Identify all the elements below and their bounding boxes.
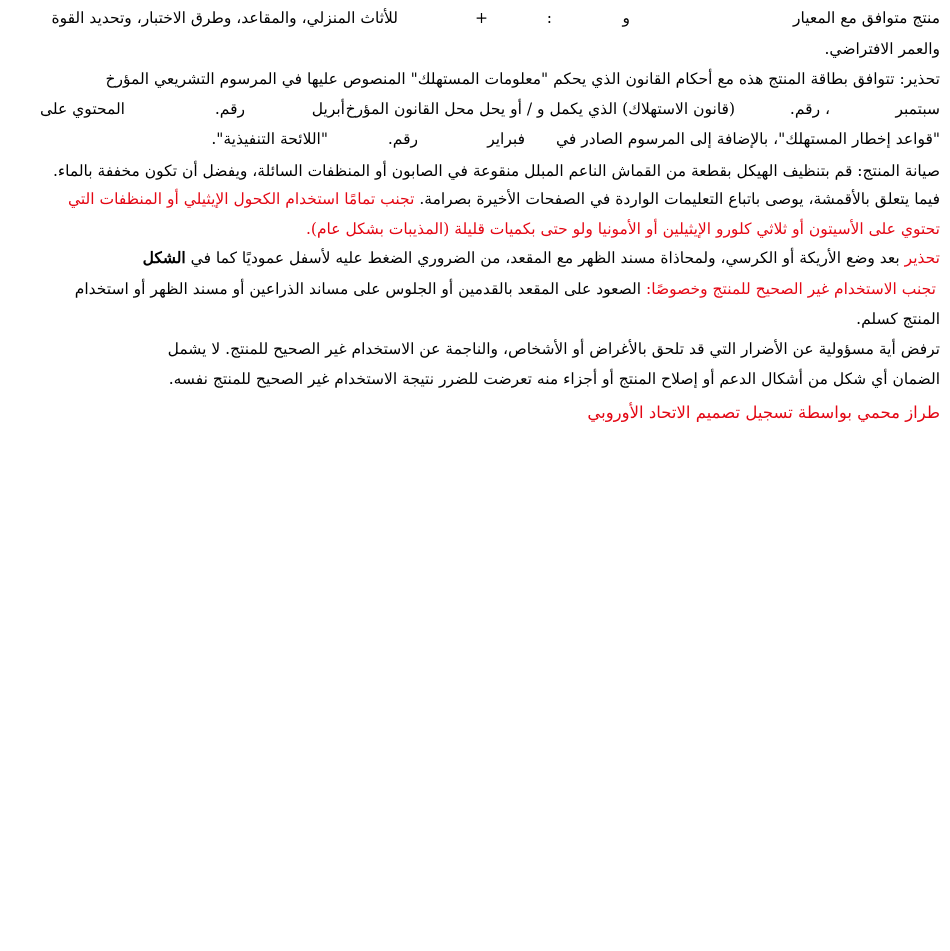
standard-text-b: للأثاث المنزلي، والمقاعد، وطرق الاختبار، وتحديد القوة bbox=[51, 9, 398, 27]
misuse-heading: تجنب الاستخدام غير الصحيح للمنتج وخصوصًا: bbox=[646, 280, 936, 298]
misuse-text: الصعود على المقعد بالقدمين أو الجلوس على مساند الذراعين أو مسند الظهر أو استخدام bbox=[74, 280, 642, 298]
standard-line-2: والعمر الافتراضي. bbox=[824, 40, 940, 58]
warning-month-september: سبتمبر bbox=[895, 100, 940, 118]
maintenance-line-1: صيانة المنتج: قم بتنظيف الهيكل بقطعة من القماش الناعم المبلل منقوعة في الصابون أو المنظفات السائلة، ويفضل أن تكون مخففة بالماء. bbox=[52, 162, 940, 180]
maintenance-avoid-alcohol: تجنب تمامًا استخدام الكحول الإيثيلي أو المنظفات التي bbox=[67, 190, 415, 208]
eu-design-registration-note: طراز محمي بواسطة تسجيل تصميم الاتحاد الأوروبي bbox=[587, 403, 940, 422]
warning-consumer-code: (قانون الاستهلاك) الذي يكمل و / أو يحل محل القانون المؤرخ bbox=[345, 100, 735, 118]
maintenance-line-3: تحتوي على الأسيتون أو ثلاثي كلورو الإيثيلين أو الأمونيا ولو حتى بكميات قليلة (المذيبات بشكل عام). bbox=[305, 220, 940, 238]
maintenance-fabric-note: فيما يتعلق بالأقمشة، يوصى باتباع التعليمات الواردة في الصفحات الأخيرة بصرامة. bbox=[419, 190, 940, 208]
standard-colon: : bbox=[546, 9, 552, 27]
warning-number-1: ، رقم. bbox=[789, 100, 830, 118]
positioning-warning bbox=[143, 246, 940, 270]
warning-notification-rules: "قواعد إخطار المستهلك"، بالإضافة إلى المرسوم الصادر في bbox=[556, 130, 940, 148]
warning-number-3: رقم. bbox=[387, 130, 418, 148]
misuse-line-1 bbox=[75, 277, 936, 301]
warning-regulation: "اللائحة التنفيذية". bbox=[211, 130, 328, 148]
standard-conjunction: و bbox=[622, 9, 630, 27]
maintenance-line-2 bbox=[68, 187, 940, 211]
misuse-line-2: المنتج كسلم. bbox=[856, 310, 940, 328]
standard-plus: + bbox=[475, 9, 488, 27]
liability-line-2: الضمان أي شكل من أشكال الدعم أو إصلاح المنتج أو أجزاء منه تعرضت للضرر نتيجة الاستخدام غير الصحيح للمنتج نفسه. bbox=[168, 370, 940, 388]
warning-month-february: فبراير bbox=[487, 130, 525, 148]
warning-line-1: تحذير: تتوافق بطاقة المنتج هذه مع أحكام القانون الذي يحكم "معلومات المستهلك" المنصوص عليها في المرسوم التشريعي المؤرخ bbox=[105, 70, 940, 88]
positioning-warning-label: تحذير bbox=[904, 249, 940, 267]
liability-line-1: ترفض أية مسؤولية عن الأضرار التي قد تلحق بالأغراض أو الأشخاص، والناجمة عن الاستخدام غير الصحيح للمنتج. لا يشمل bbox=[167, 340, 940, 358]
warning-number-2: رقم. bbox=[214, 100, 245, 118]
positioning-warning-text: بعد وضع الأريكة أو الكرسي، ولمحاذاة مسند الظهر مع المقعد، من الضروري الضغط عليه لأسفل عموديًا كما في bbox=[190, 249, 900, 267]
warning-containing: المحتوي على bbox=[39, 100, 125, 118]
warning-month-april: أبريل bbox=[311, 100, 345, 118]
figure-reference: الشكل bbox=[142, 248, 186, 267]
standard-text-a: منتج متوافق مع المعيار bbox=[793, 9, 940, 27]
